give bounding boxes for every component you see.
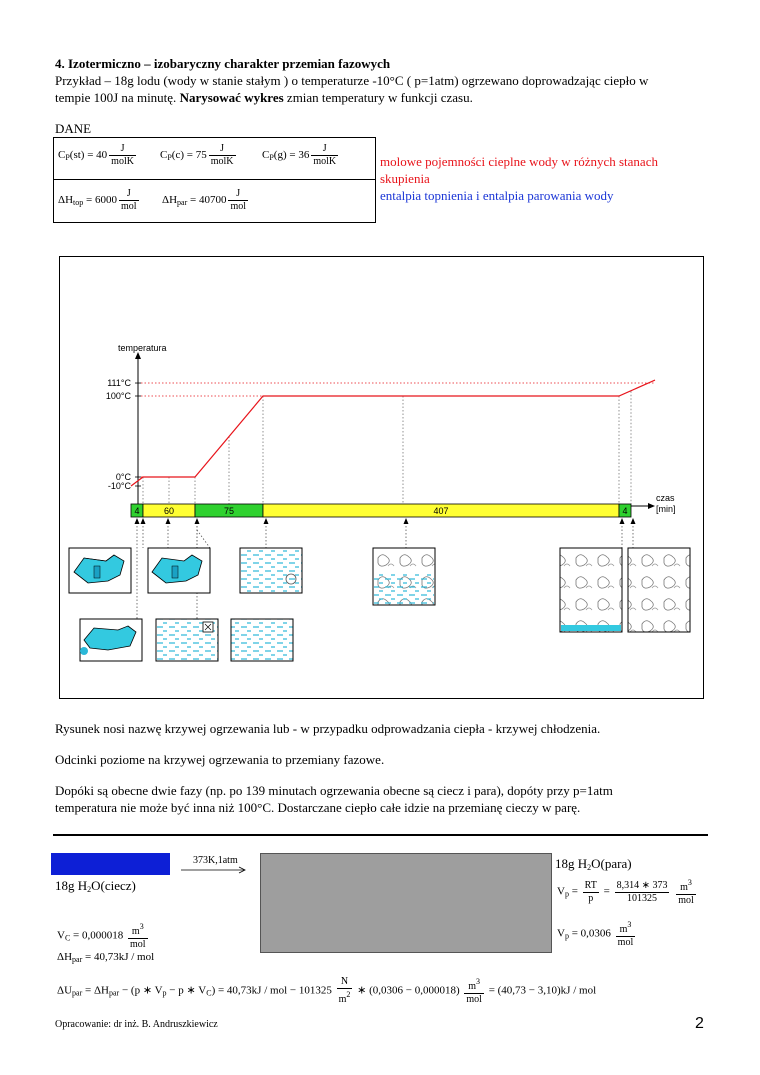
time-arrow-2 xyxy=(166,518,171,524)
segment-label-4: 4 xyxy=(622,506,628,516)
y-tick-label-3: -10°C xyxy=(107,481,131,491)
state-liquid-ice xyxy=(156,619,218,661)
time-arrow-0 xyxy=(135,518,140,524)
vp-value: $V_p = 0,0306$ $\frac{m^3}{\text{mol}}$ xyxy=(557,920,634,948)
state-vapor xyxy=(628,548,690,632)
note-enthalpy: entalpia topnienia i entalpia parowania wody xyxy=(380,188,614,203)
segment-bar xyxy=(131,504,631,517)
x-axis-label-1: czas xyxy=(656,493,675,503)
vp-formula: $V_p$ = $\frac{RT}{p}$ = $\frac{8,314 ∗ 373}{101325}$ $\frac{m^3}{\text{mol}}$ xyxy=(557,878,694,906)
enthalpy-melting: $\Delta H_{top} = 6000$ $\frac{J}{\text{mol}}$ xyxy=(58,188,137,212)
segment-label-3: 407 xyxy=(433,506,449,516)
arrow-label: 373K,1atm xyxy=(193,855,238,866)
y-tick-label-0: 111°C xyxy=(107,378,131,389)
intro-line-1: Przykład – 18g lodu (wody w stanie stałym ) o temperaturze -10°C ( p=1atm) ogrzewano doprowadzając ciepło w xyxy=(55,73,649,88)
y-axis-arrow xyxy=(135,352,141,359)
paragraph-1: Rysunek nosi nazwę krzywej ogrzewania lub - w przypadku odprowadzania ciepła - krzywej chłodzenia. xyxy=(55,721,601,736)
note-heat-capacity-1: molowe pojemności cieplne wody w różnych stanach xyxy=(380,154,658,169)
cp-solid: $C_P(st) = 40$ $\frac{J}{\text{molK}}$ xyxy=(58,143,134,167)
time-arrow-7 xyxy=(631,518,636,524)
segment-label-1: 60 xyxy=(163,506,175,516)
dane-label: DANE xyxy=(55,121,92,136)
heating-curve xyxy=(131,380,655,486)
time-arrow-6 xyxy=(620,518,625,524)
segment-label-2: 75 xyxy=(223,506,235,516)
state-liquid-vapor-2 xyxy=(560,548,622,632)
segment-label-0: 4 xyxy=(134,506,140,516)
time-arrow-3 xyxy=(195,518,200,524)
enthalpy-vaporization: $\Delta H_{par} = 40700$ $\frac{J}{\text{mol}}$ xyxy=(162,188,247,212)
cp-liquid: $C_P(c) = 75$ $\frac{J}{\text{molK}}$ xyxy=(160,143,234,167)
h-par-value: $\Delta H_{par} = 40,73kJ$ / mol xyxy=(57,951,155,964)
y-tick-group xyxy=(106,378,141,491)
time-arrow-4 xyxy=(264,518,269,524)
state-solid-1 xyxy=(69,548,131,593)
paragraph-2: Odcinki poziome na krzywej ogrzewania to przemiany fazowe. xyxy=(55,752,385,767)
intro-end: zmian temperatury w funkcji czasu. xyxy=(283,90,473,105)
liquid-box xyxy=(51,853,170,875)
intro-bold: Narysować wykres xyxy=(179,90,284,105)
y-tick-label-1: 100°C xyxy=(105,391,131,401)
vapor-label: 18g $H_2O(para)$ xyxy=(555,856,632,872)
liquid-label: 18g $H_2O(ciecz)$ xyxy=(55,878,136,894)
paragraph-3-line-2: temperatura nie może być inna niż 100°C. Dostarczane ciepło całe idzie na przemianę cieczy w parę. xyxy=(55,800,581,815)
vapor-box xyxy=(260,853,552,953)
state-liquid-2 xyxy=(231,619,293,661)
cp-gas: $C_P(g) = 36$ $\frac{J}{\text{molK}}$ xyxy=(262,143,337,167)
vc-value: $V_C = 0,000018$ $\frac{m^3}{\text{mol}}$ xyxy=(57,922,146,950)
x-axis-arrow xyxy=(648,503,655,509)
time-arrow-5 xyxy=(404,518,409,524)
delta-u-equation: $\Delta U_{par} = \Delta H_{par} - (p$ ∗ $V_p - p$ ∗ $V_C) = 40,73kJ$ / mol − 101325 $\frac{N}{m^2}$ ∗ (0,0306 − 0,000018) $\frac{m^3}{\text{mol}}$ = (40,73 − 3,10)kJ / mol xyxy=(57,976,597,1005)
y-axis-label: temperatura xyxy=(118,343,167,353)
state-melting xyxy=(80,619,142,661)
footer-author: Opracowanie: dr inż. B. Andruszkiewicz xyxy=(55,1019,218,1030)
y-tick-label-2: 0°C xyxy=(115,472,131,482)
guide-diag xyxy=(197,530,210,548)
section-divider xyxy=(53,834,708,836)
time-arrow-1 xyxy=(141,518,146,524)
note-heat-capacity-2: skupienia xyxy=(380,171,430,186)
x-axis-label-2: [min] xyxy=(656,504,676,514)
time-arrows xyxy=(135,518,636,524)
section-heading: 4. Izotermiczno – izobaryczny charakter przemian fazowych xyxy=(55,56,391,71)
state-liquid-1 xyxy=(240,548,302,593)
paragraph-3-line-1: Dopóki są obecne dwie fazy (np. po 139 minutach ogrzewania obecne są ciecz i para), dopóty przy p=1atm xyxy=(55,783,613,798)
state-liquid-vapor-1 xyxy=(373,548,435,605)
state-solid-2 xyxy=(148,548,210,593)
arrow-line xyxy=(180,866,250,874)
page-number: 2 xyxy=(695,1015,704,1032)
intro-plain: tempie 100J na minutę. xyxy=(55,90,180,105)
